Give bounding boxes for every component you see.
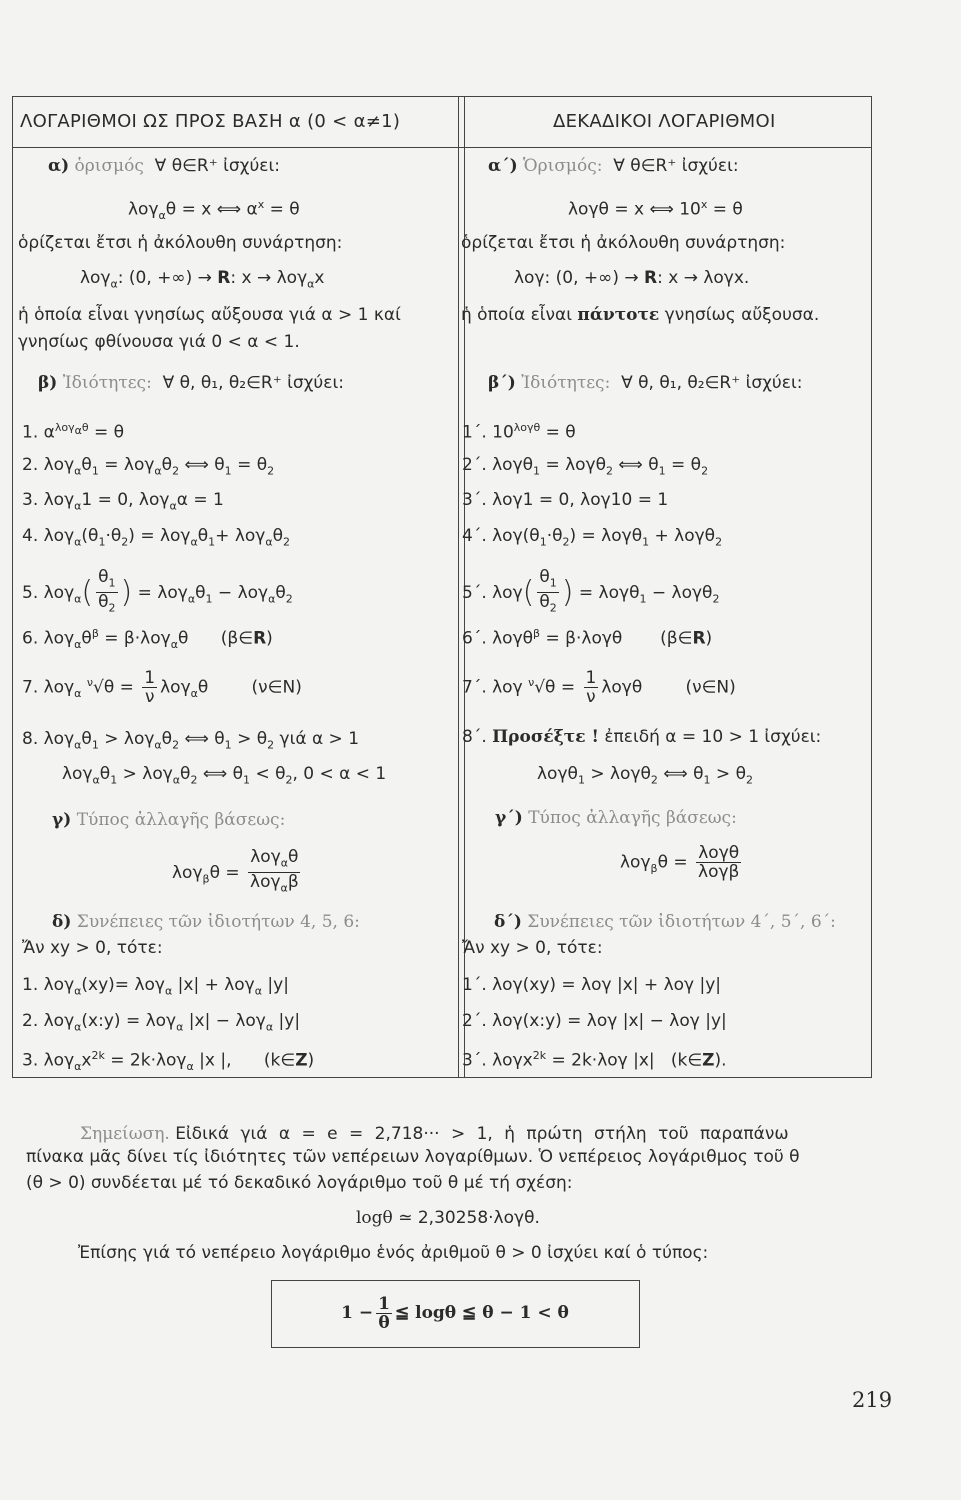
note-line-3: (θ > 0) συνδέεται μέ τό δεκαδικό λογάριθμο τοῦ θ μέ τή σχέση: (26, 1173, 573, 1193)
right-property-7: 7΄. λογ $^\nu$√θ = $\frac{1}{\nu}$ λογθ (ν∈N) (462, 668, 736, 707)
left-section-b (38, 373, 344, 393)
left-change-of-base: λογ$_\beta$θ = $\frac{\lambda o\gamma_\alpha\theta}{\lambda o\gamma_\alpha\beta}$ (172, 847, 299, 895)
section-condition: ∀ θ∈R⁺ ἰσχύει: (154, 156, 280, 176)
left-property-3: 3. λογ$_\alpha$1 = 0, λογ$_\alpha$α = 1 (22, 490, 224, 513)
left-function: λογ$_\alpha$: (0, +∞) → R: x → λογ$_\alpha$x (80, 268, 325, 291)
right-defines-text: ὁρίζεται ἔτσι ἡ ἀκόλουθη συνάρτηση: (461, 233, 786, 253)
section-title: Ἰδιότητες: (62, 373, 152, 393)
right-section-d (494, 912, 836, 932)
section-label: α΄) (488, 156, 518, 176)
right-consequence-1: 1΄. λογ(xy) = λογ |x| + λογ |y| (462, 975, 722, 995)
note-line-1 (80, 1124, 789, 1144)
section-label: γ) (52, 810, 72, 830)
section-condition: ∀ θ∈R⁺ ἰσχύει: (613, 156, 739, 176)
left-property-7: 7. λογ$_\alpha$ $^\nu$√θ = $\frac{1}{\nu}$ λογ$_\alpha$θ (ν∈N) (22, 668, 302, 707)
left-property-5: 5. λογ$_\alpha$( $\frac{\theta_1}{\theta_2}$ ) = $\lambda o\gamma_\alpha\theta_1 - \lambda o\gamma_\alpha\theta_2$ (22, 567, 293, 615)
right-function: λογ: (0, +∞) → R: x → λογx. (514, 268, 750, 288)
left-monotonic-line2: γνησίως φθίνουσα γιά 0 < α < 1. (18, 332, 300, 352)
left-column-header: ΛΟΓΑΡΙΘΜΟΙ ΩΣ ΠΡΟΣ ΒΑΣΗ α (0 < α≠1) (20, 111, 401, 132)
section-title: Συνέπειες τῶν ἰδιοτήτων 4, 5, 6: (76, 912, 360, 932)
left-section-a (48, 156, 280, 176)
section-title: Ἰδιότητες: (521, 373, 611, 393)
right-property-4: 4΄. $\lambda o\gamma(\theta_1\cdot\theta_2) = \lambda o\gamma\theta_1 + \lambda o\gamma\theta_2$ (462, 526, 723, 549)
right-property-6: 6΄. λογθ$^\beta$ = β·λογθ (β∈R) (462, 627, 713, 649)
right-property-8a: 8΄. Προσέξτε ! ἐπειδή α = 10 > 1 ἰσχύει: (462, 727, 822, 747)
section-title: ὁρισμός (74, 156, 144, 176)
right-change-of-base: λογ$_\beta$θ = $\frac{\text{λογθ}}{\text{λογβ}}$ (620, 843, 740, 882)
right-property-8b: λογθ$_1$ > λογθ$_2$ ⟺ $\theta_1 > \theta_2$ (537, 764, 753, 787)
left-property-8a: 8. $\lambda o\gamma_\alpha\theta_1 > \lambda o\gamma_\alpha\theta_2$ ⟺ $\theta_1 > \theta_2$ γιά α > 1 (22, 729, 360, 752)
right-definition: λογθ = x ⟺ $10^x = \theta$ (568, 198, 743, 220)
right-column-header: ΔΕΚΑΔΙΚΟΙ ΛΟΓΑΡΙΘΜΟΙ (553, 111, 776, 132)
right-consequence-3: 3΄. λογx$^{2k}$ = 2k·λογ |x| (k∈Z). (462, 1049, 727, 1071)
note-label: Σημείωση. (80, 1124, 170, 1144)
section-label: β΄) (488, 373, 516, 393)
right-section-a (488, 156, 739, 176)
left-defines-text: ὁρίζεται ἔτσι ἡ ἀκόλουθη συνάρτηση: (18, 233, 343, 253)
left-property-8b: $\lambda o\gamma_\alpha\theta_1 > \lambda o\gamma_\alpha\theta_2$ ⟺ $\theta_1 < \theta_2$, 0 < α < 1 (62, 764, 387, 787)
left-property-4: 4. $\lambda o\gamma_\alpha(\theta_1\cdot\theta_2) = \lambda o\gamma_\alpha\theta_1+ \lambda o\gamma_\alpha\theta_2$ (22, 526, 291, 549)
right-property-1: 1΄. $10^{\lambda o\gamma\theta} = \theta$ (462, 421, 576, 443)
left-consequence-condition: Ἄν xy > 0, τότε: (22, 938, 163, 958)
right-section-b (488, 373, 802, 393)
section-label: δ) (52, 912, 72, 932)
right-consequence-2: 2΄. λογ(x:y) = λογ |x| − λογ |y| (462, 1011, 727, 1031)
header-divider (13, 147, 871, 148)
right-property-5: 5΄. λογ( $\frac{\theta_1}{\theta_2}$ ) = λογθ$_1$ − λογθ$_2$ (462, 567, 720, 615)
left-section-d (52, 912, 360, 932)
left-section-c (52, 810, 285, 830)
section-label: α) (48, 156, 70, 176)
section-title: Τύπος ἀλλαγῆς βάσεως: (76, 810, 286, 830)
note-text: Εἰδικά γιά α = e = 2,718··· > 1, ἡ πρώτη στήλη τοῦ παραπάνω (175, 1124, 789, 1144)
left-property-2: 2. $\lambda o\gamma_\alpha\theta_1 = \lambda o\gamma_\alpha\theta_2$ ⟺ $\theta_1 = \theta_2$ (22, 455, 275, 478)
section-condition: ∀ θ, θ₁, θ₂∈R⁺ ἰσχύει: (621, 373, 803, 393)
left-property-1: 1. $\alpha^{\lambda o\gamma_\alpha\theta} = \theta$ (22, 421, 125, 443)
left-monotonic-line1: ἡ ὁποία εἶναι γνησίως αὔξουσα γιά α > 1 καί (18, 305, 401, 325)
column-divider (458, 97, 459, 1077)
right-monotonic: ἡ ὁποία εἶναι πάντοτε γνησίως αὔξουσα. (461, 305, 820, 325)
section-title: Συνέπειες τῶν ἰδιοτήτων 4΄, 5΄, 6΄: (527, 912, 836, 932)
boxed-inequality-frame (271, 1280, 640, 1348)
note-formula: logθ ≃ 2,30258·λογθ. (356, 1208, 540, 1228)
right-consequence-condition: Ἄν xy > 0, τότε: (462, 938, 603, 958)
note-line-4: Ἐπίσης γιά τό νεπέρειο λογάριθμο ἑνός ἀριθμοῦ θ > 0 ἰσχύει καί ὁ τύπος: (78, 1243, 709, 1263)
left-property-6: 6. $\lambda o\gamma_\alpha\theta^\beta = \beta\cdot\lambda o\gamma_\alpha\theta$ (β∈R) (22, 627, 273, 652)
section-condition: ∀ θ, θ₁, θ₂∈R⁺ ἰσχύει: (162, 373, 344, 393)
section-label: δ΄) (494, 912, 522, 932)
page-number: 219 (852, 1388, 893, 1412)
section-label: γ΄) (495, 808, 523, 828)
section-title: Τύπος ἀλλαγῆς βάσεως: (528, 808, 737, 828)
left-definition: λογ$_\alpha$θ = x ⟺ $\alpha^x = \theta$ (128, 198, 300, 223)
section-title: Ὁρισμός: (523, 156, 603, 176)
right-property-3: 3΄. λογ1 = 0, λογ10 = 1 (462, 490, 669, 510)
left-consequence-1: 1. λογ$_\alpha$(xy)= λογ$_\alpha$ |x| + λογ$_\alpha$ |y| (22, 975, 289, 998)
section-label: β) (38, 373, 58, 393)
right-section-c (495, 808, 737, 828)
note-line-2: πίνακα μᾶς δίνει τίς ἰδιότητες τῶν νεπέρειων λογαρίθμων. Ὁ νεπέρειος λογάριθμος τοῦ θ (26, 1147, 800, 1167)
boxed-inequality: 1 − $\frac{1}{\theta}$ ≦ logθ ≦ θ − 1 < θ (341, 1293, 569, 1333)
left-consequence-2: 2. λογ$_\alpha$(x:y) = λογ$_\alpha$ |x| − λογ$_\alpha$ |y| (22, 1011, 301, 1034)
right-property-2: 2΄. λογθ$_1$ = λογθ$_2$ ⟺ $\theta_1 = \theta_2$ (462, 455, 709, 478)
left-consequence-3: 3. $\lambda o\gamma_\alpha x^{2k} = 2k\cdot\lambda o\gamma_\alpha$ |x |, (k∈Z) (22, 1049, 315, 1074)
